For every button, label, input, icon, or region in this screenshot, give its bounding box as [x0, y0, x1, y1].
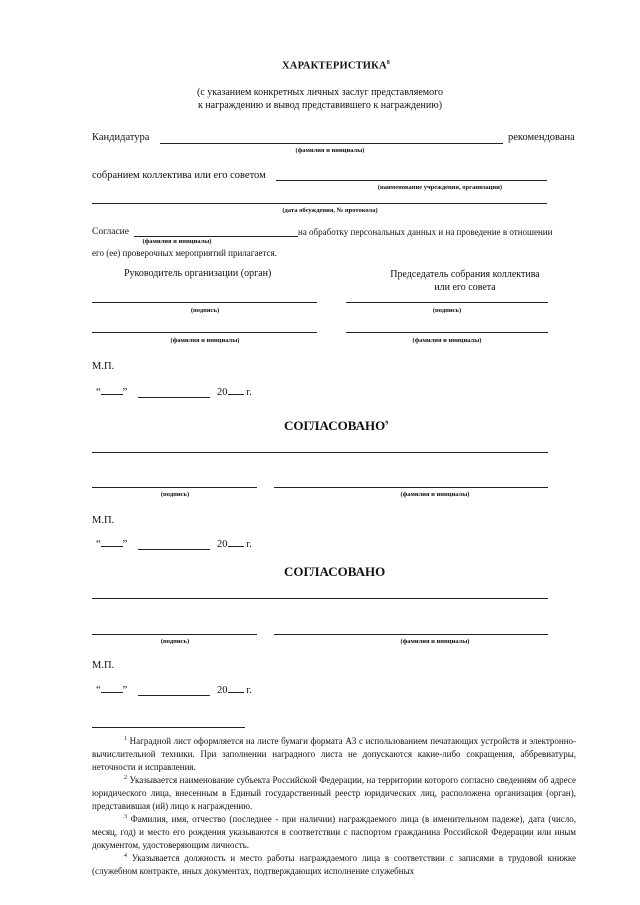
- chairman-label: [370, 268, 560, 294]
- quote-open: “: [96, 539, 101, 550]
- year-blank[interactable]: [228, 684, 244, 693]
- stamp-placeholder-3: М.П.: [92, 660, 115, 671]
- head-name-field[interactable]: [92, 332, 317, 333]
- consent-line-2: его (ее) проверочных мероприятий прилагается.: [92, 248, 277, 258]
- approval-1-signature-caption: (подпись): [160, 491, 190, 498]
- candidate-label: Кандидатура: [92, 132, 150, 143]
- date-day-3: [96, 684, 127, 696]
- approval-2-signature-caption: (подпись): [160, 638, 190, 645]
- chairman-signature-caption: (подпись): [432, 307, 462, 314]
- subtitle-line-2: к награждению и вывод представившего к награждению): [197, 100, 443, 111]
- date-year-3: [217, 684, 252, 696]
- date-day-1: [96, 386, 127, 398]
- footnote-1-number: 1: [124, 736, 127, 742]
- consent-caption: (фамилия и инициалы): [142, 238, 212, 245]
- approval-2-position-field[interactable]: [92, 598, 548, 599]
- candidate-caption: (фамилия и инициалы): [295, 147, 365, 154]
- chairman-name-field[interactable]: [346, 332, 548, 333]
- day-blank[interactable]: [101, 684, 123, 693]
- chairman-signature-field[interactable]: [346, 302, 548, 303]
- head-name-caption: (фамилия и инициалы): [170, 337, 240, 344]
- approval-2-name-field[interactable]: [274, 634, 548, 635]
- day-blank[interactable]: [101, 386, 123, 395]
- candidate-name-field[interactable]: [160, 143, 503, 144]
- year-prefix: 20: [217, 685, 228, 696]
- approval-2-name-caption: (фамилия и инициалы): [400, 638, 470, 645]
- chairman-label-line-2: или его совета: [434, 282, 496, 293]
- footnote-2: [92, 772, 576, 813]
- footnote-3: [92, 811, 576, 852]
- subtitle: [150, 86, 490, 112]
- year-blank[interactable]: [228, 386, 244, 395]
- organization-field[interactable]: [276, 180, 547, 181]
- footnote-separator: [92, 727, 245, 728]
- year-suffix: г.: [246, 685, 252, 696]
- footnote-4-number: 4: [124, 853, 127, 859]
- stamp-placeholder-1: М.П.: [92, 361, 115, 372]
- date-month-field-1[interactable]: [138, 397, 210, 398]
- year-prefix: 20: [217, 387, 228, 398]
- date-year-1: [217, 386, 252, 398]
- footnote-3-text: Фамилия, имя, отчество (последнее - при наличии) награждаемого лица (в именительном падеже), дата (число, месяц, год) и место его рождения указываются в соответствии с паспортом гражданина Российской Федерации или иным документом, удостоверяющим личность.: [92, 814, 577, 850]
- approval-1-title: [284, 418, 388, 434]
- footnote-ref-9: 9: [385, 420, 389, 427]
- footnote-4-text: Указывается должность и место работы награждаемого лица в соответствии с записями в трудовой книжке (служебном контракте, иных документах, подтверждающих исполнение служебных: [92, 853, 577, 876]
- quote-close: ”: [122, 685, 128, 696]
- date-day-2: [96, 538, 127, 550]
- footnote-2-text: Указывается наименование субъекта Российской Федерации, на территории которого согласно сведениям об адресе юридического лица, внесенным в Единый государственный реестр юридических лиц, расположена организация (орган), представившая (ий) лицо к награждению.: [92, 775, 576, 811]
- year-blank[interactable]: [228, 538, 244, 547]
- date-year-2: [217, 538, 252, 550]
- head-signature-field[interactable]: [92, 302, 317, 303]
- date-month-field-2[interactable]: [138, 549, 210, 550]
- consent-label: Согласие: [92, 227, 129, 237]
- approval-1-title-text: СОГЛАСОВАНО: [284, 418, 386, 433]
- stamp-placeholder-2: М.П.: [92, 515, 115, 526]
- footnote-1-text: Наградной лист оформляется на листе бумаги формата А3 с использованием печатающих устройств и электронно-вычислительной техники. При заполнении наградного листа не допускаются какие-либо сокращения, аббревиатуры, неточности и исправления.: [92, 736, 577, 772]
- approval-1-name-field[interactable]: [274, 487, 548, 488]
- chairman-name-caption: (фамилия и инициалы): [412, 337, 482, 344]
- footnote-1: [92, 733, 576, 774]
- date-month-field-3[interactable]: [138, 695, 210, 696]
- year-suffix: г.: [246, 387, 252, 398]
- assembly-label: собранием коллектива или его советом: [92, 170, 266, 181]
- discussion-date-field[interactable]: [92, 203, 547, 204]
- consent-text: на обработку персональных данных и на проведение в отношении: [298, 227, 553, 237]
- footnote-ref-8: 8: [386, 60, 390, 66]
- quote-close: ”: [122, 539, 128, 550]
- approval-2-title: СОГЛАСОВАНО: [284, 564, 386, 579]
- organization-caption: (наименование учреждения, организации): [377, 184, 503, 191]
- quote-open: “: [96, 387, 101, 398]
- approval-2-signature-field[interactable]: [92, 634, 257, 635]
- head-of-organization-label: Руководитель организации (орган): [124, 268, 272, 279]
- head-signature-caption: (подпись): [190, 307, 220, 314]
- footnote-3-number: 3: [124, 814, 127, 820]
- year-suffix: г.: [246, 539, 252, 550]
- approval-1-signature-field[interactable]: [92, 487, 257, 488]
- quote-close: ”: [122, 387, 128, 398]
- document-title: [282, 60, 390, 72]
- approval-1-position-field[interactable]: [92, 452, 548, 453]
- approval-1-name-caption: (фамилия и инициалы): [400, 491, 470, 498]
- consent-name-field[interactable]: [134, 236, 298, 237]
- quote-open: “: [96, 685, 101, 696]
- title-text: ХАРАКТЕРИСТИКА: [282, 60, 387, 72]
- footnote-4: [92, 850, 576, 878]
- chairman-label-line-1: Председатель собрания коллектива: [390, 269, 540, 280]
- recommended-label: рекомендована: [508, 132, 575, 143]
- discussion-date-caption: (дата обсуждения, № протокола): [282, 207, 378, 214]
- footnote-2-number: 2: [124, 775, 127, 781]
- day-blank[interactable]: [101, 538, 123, 547]
- subtitle-line-1: (с указанием конкретных личных заслуг представляемого: [197, 87, 443, 98]
- year-prefix: 20: [217, 539, 228, 550]
